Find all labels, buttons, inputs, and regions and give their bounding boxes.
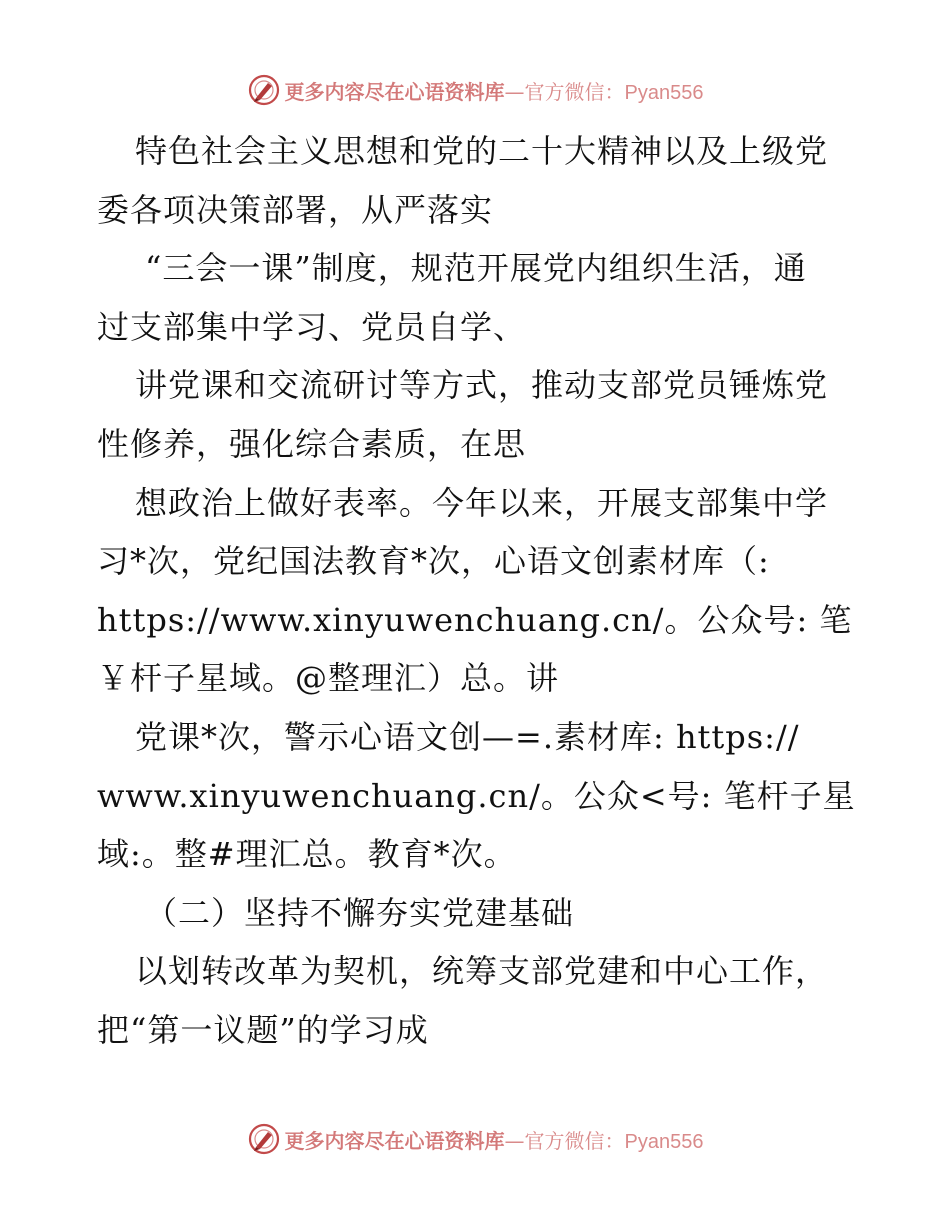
section-heading: （二）坚持不懈夯实党建基础 <box>145 893 575 932</box>
watermark-wechat-label: 官方微信： <box>524 1128 625 1153</box>
body-line: ￥杆子星域。@整理汇）总。讲 <box>97 659 560 698</box>
body-line: 党课*次，警示心语文创—=.素材库: https:// <box>135 717 800 756</box>
body-line: www.xinyuwenchuang.cn/。公众<号: 笔杆子星 <box>97 776 856 815</box>
header-watermark <box>0 70 950 110</box>
footer-watermark <box>0 1119 950 1159</box>
body-line: 性修养，强化综合素质，在思 <box>97 424 527 463</box>
pen-logo-icon <box>247 73 281 107</box>
body-line: 委各项决策部署，从严落实 <box>97 190 494 229</box>
watermark-wechat-id: Pyan556 <box>624 81 704 104</box>
document-body <box>97 122 857 1060</box>
watermark-wechat-label: 官方微信： <box>524 79 625 104</box>
body-line: 过支部集中学习、党员自学、 <box>97 307 527 346</box>
body-line: 特色社会主义思想和党的二十大精神以及上级党 <box>135 132 829 170</box>
watermark-wechat-id: Pyan556 <box>624 1130 704 1153</box>
body-line: 域:。整#理汇总。教育*次。 <box>97 835 517 874</box>
pen-logo-icon <box>247 1122 281 1156</box>
body-line: 讲党课和交流研讨等方式，推动支部党员锤炼党 <box>135 366 829 405</box>
body-line: 以划转改革为契机，统筹支部党建和中心工作， <box>135 952 829 991</box>
watermark-text <box>285 1125 704 1154</box>
watermark-text <box>285 76 704 105</box>
watermark-main: 更多内容尽在心语资料库 <box>284 1128 505 1153</box>
watermark-dash: — <box>504 79 525 104</box>
body-line: “三会一课”制度，规范开展党内组织生活，通 <box>145 249 807 288</box>
watermark-main: 更多内容尽在心语资料库 <box>284 79 505 104</box>
watermark-dash: — <box>504 1128 525 1153</box>
body-line: https://www.xinyuwenchuang.cn/。公众号: 笔 <box>97 600 853 639</box>
body-line: 习*次，党纪国法教育*次，心语文创素材库（: <box>97 542 770 581</box>
body-line: 把“第一议题”的学习成 <box>97 1010 429 1049</box>
body-line: 想政治上做好表率。今年以来，开展支部集中学 <box>135 483 829 522</box>
